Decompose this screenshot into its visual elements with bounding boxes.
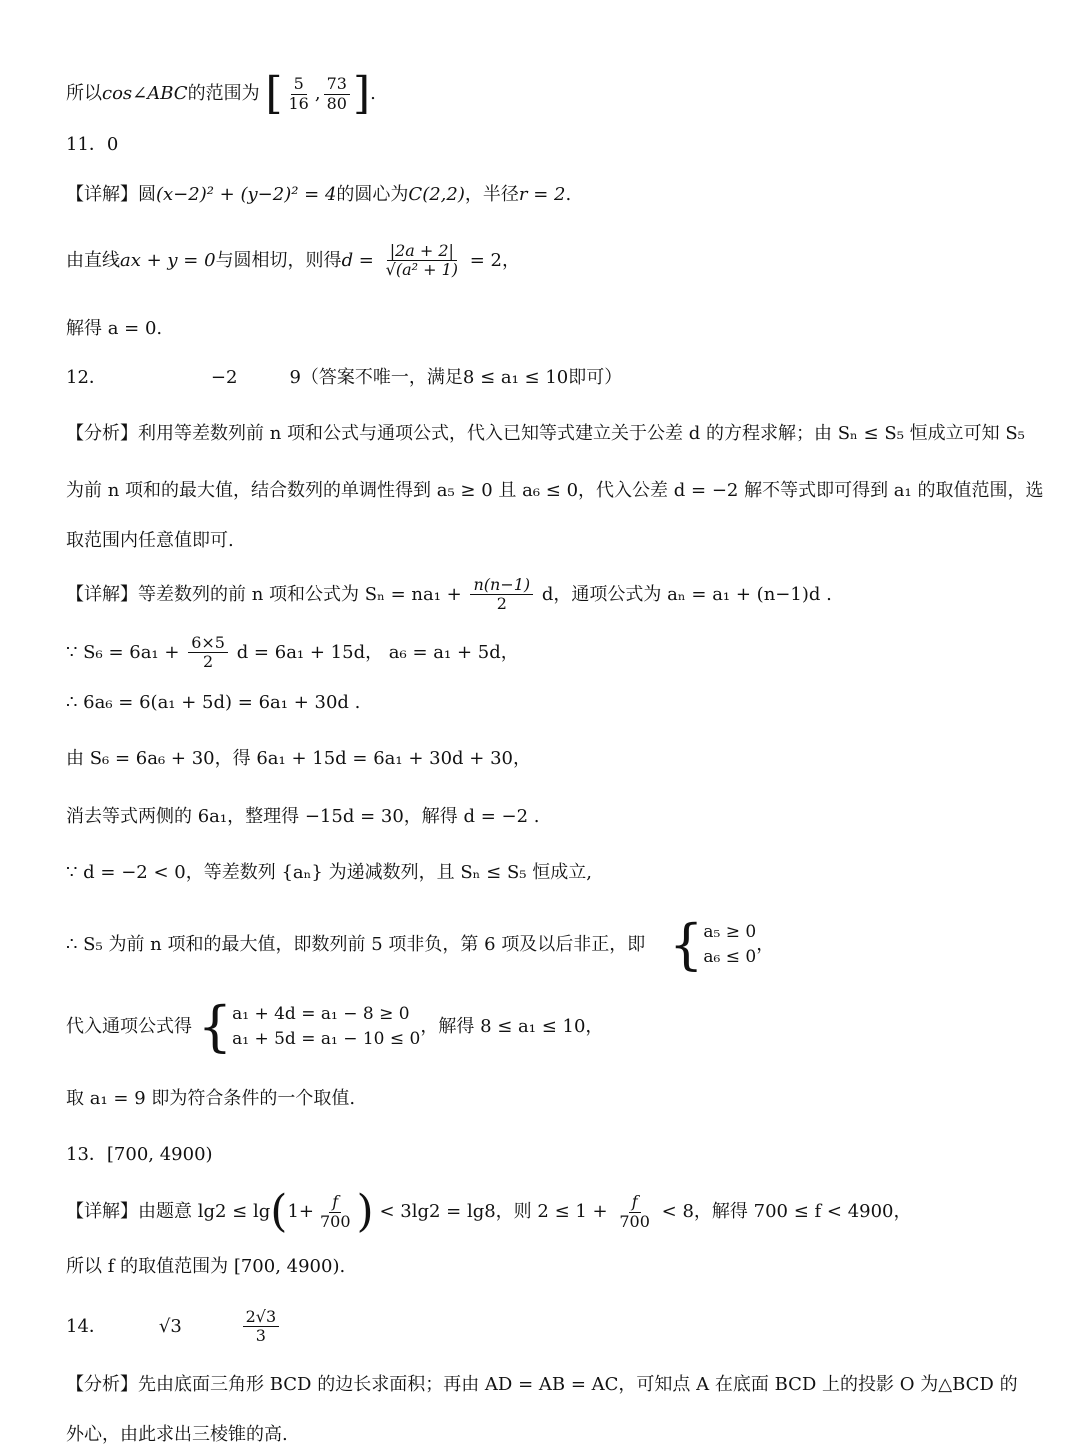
text-line: 解得 a = 0. xyxy=(66,318,163,339)
brace: { xyxy=(197,995,233,1058)
question-number: 12． −2 9（答案不唯一，满足8 ≤ a₁ ≤ 10即可） xyxy=(66,367,623,388)
text-line: ∵ S₆ = 6a₁ + $\frac{6\times 5}{2}$ d = 6a₁ + 15d， a₆ = a₁ + 5d， xyxy=(66,633,519,672)
text-line: ∵ d = −2 < 0，等差数列 {aₙ} 为递减数列，且 Sₙ ≤ S₅ 恒成立, xyxy=(66,862,592,883)
question-number: 11．0 xyxy=(66,134,119,155)
fraction: $\frac{|2a + 2|}{\text{√(a² + 1)}}$ xyxy=(385,241,459,280)
analysis-line: 外心，由此求出三棱锥的高. xyxy=(66,1424,288,1445)
text-line: 所以cos∠ABC的范围为 [ $\frac{5}{16}$ , $\frac{73}{80}$ ]. xyxy=(66,68,376,119)
left-bracket: [ xyxy=(265,68,283,119)
fraction: $\frac{2√3}{3}$ xyxy=(243,1308,280,1346)
text-line: 所以 f 的取值范围为 [700, 4900). xyxy=(66,1256,346,1277)
inequality-system: a₅ ≥ 0 a₆ ≤ 0 xyxy=(703,921,757,967)
text-line: ∴ 6a₆ = 6(a₁ + 5d) = 6a₁ + 30d . xyxy=(66,692,361,713)
text: 所以 xyxy=(66,83,102,104)
analysis-line: 为前 n 项和的最大值，结合数列的单调性得到 a₅ ≥ 0 且 a₆ ≤ 0，代入公差 d = −2 解不等式即可得到 a₁ 的取值范围，选 xyxy=(66,480,1044,501)
text-line: 由 S₆ = 6a₆ + 30，得 6a₁ + 15d = 6a₁ + 30d + 30， xyxy=(66,748,532,769)
question-number: 14． √3 $\frac{2√3}{3}$ xyxy=(66,1308,1040,1346)
fraction: $\frac{5}{16}$ xyxy=(288,74,309,113)
text-line: 【详解】由题意 lg2 ≤ lg(1+ $\frac{f}{700}$ ) < 3lg2 = lg8，则 2 ≤ 1 + $\frac{f}{700}$ < 8，解得 700 ≤ f < 4900， xyxy=(66,1186,912,1237)
brace: { xyxy=(669,913,704,976)
text-line: ∴ S₅ 为前 n 项和的最大值，即数列前 5 项非负，第 6 项及以后非正，即 { a₅ ≥ 0 a₆ ≤ 0 ， xyxy=(66,913,775,976)
fraction: $\frac{73}{80}$ xyxy=(324,75,350,113)
fraction: $\frac{n(n-1)}{2}$ xyxy=(470,576,533,614)
fraction: $\frac{6\times 5}{2}$ xyxy=(188,634,228,672)
text-line: 代入通项公式得 { a₁ + 4d = a₁ − 8 ≥ 0 a₁ + 5d = a₁ − 10 ≤ 0 ，解得 8 ≤ a₁ ≤ 10， xyxy=(66,995,604,1058)
text-line: 【详解】圆(x−2)² + (y−2)² = 4的圆心为C(2,2)，半径r = 2. xyxy=(66,184,572,205)
question-number: 13．[700, 4900) xyxy=(66,1144,213,1165)
text-line: 由直线ax + y = 0与圆相切，则得d = $\frac{|2a + 2|}{\text{√(a² + 1)}}$ = 2， xyxy=(66,241,521,280)
text-line: 取 a₁ = 9 即为符合条件的一个取值. xyxy=(66,1088,356,1109)
fraction: $\frac{f}{700}$ xyxy=(619,1192,650,1231)
analysis-line: 【分析】利用等差数列前 n 项和公式与通项公式，代入已知等式建立关于公差 d 的方程求解；由 Sₙ ≤ S₅ 恒成立可知 S₅ xyxy=(66,423,1025,444)
text: 的范围为 xyxy=(187,83,260,104)
text-line: 消去等式两侧的 6a₁，整理得 −15d = 30，解得 d = −2 . xyxy=(66,806,540,827)
inequality-system: a₁ + 4d = a₁ − 8 ≥ 0 a₁ + 5d = a₁ − 10 ≤ 0 xyxy=(232,1003,421,1049)
math: cos∠ABC xyxy=(102,83,188,104)
fraction: $\frac{f}{700}$ xyxy=(319,1192,351,1231)
text-line: 【详解】等差数列的前 n 项和公式为 Sₙ = na₁ + $\frac{n(n-1)}{2}$ d，通项公式为 aₙ = a₁ + (n−1)d . xyxy=(66,575,832,614)
analysis-line: 【分析】先由底面三角形 BCD 的边长求面积；再由 AD = AB = AC，可知点 A 在底面 BCD 上的投影 O 为△BCD 的 xyxy=(66,1374,1018,1395)
analysis-line: 取范围内任意值即可. xyxy=(66,530,234,551)
right-bracket: ] xyxy=(352,68,371,119)
